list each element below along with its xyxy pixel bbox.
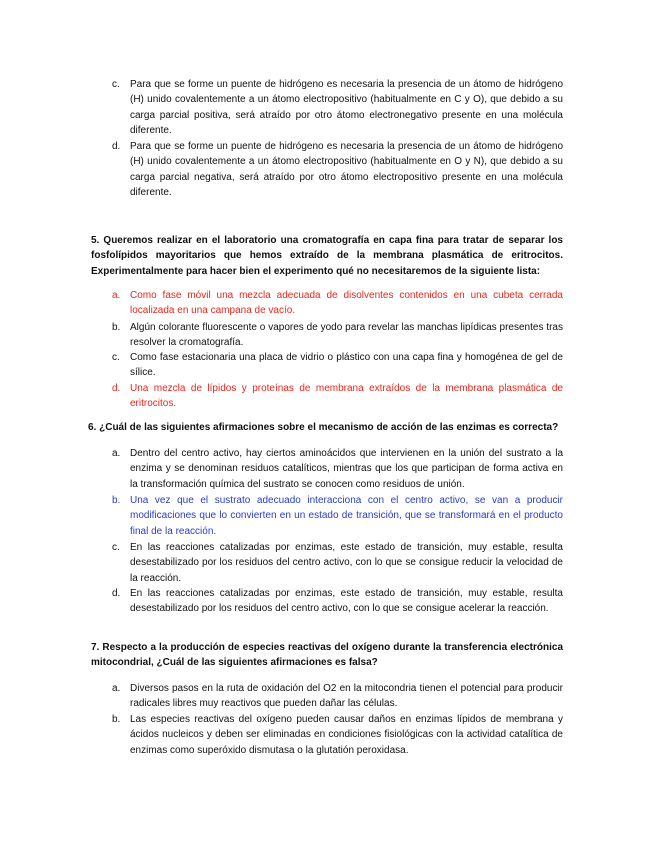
option-label: c. bbox=[112, 79, 120, 90]
option-text: Algún colorante fluorescente o vapores de yodo para revelar las manchas lipídicas presentes tras resolver la cromatografía. bbox=[130, 322, 563, 349]
option-label: a. bbox=[112, 683, 121, 694]
option-d-prev bbox=[112, 139, 563, 201]
option-label: d. bbox=[112, 588, 121, 599]
option-label: a. bbox=[112, 290, 121, 301]
question-7: 7. Respecto a la producción de especies reactivas del oxígeno durante la transferencia electrónica mitocondrial, ¿Cuál de las siguientes afirmaciones es falsa? bbox=[91, 642, 563, 669]
option-text: En las reacciones catalizadas por enzimas, este estado de transición, muy estable, resulta desestabilizado por los residuos del centro activo, con lo que se consigue acelerar la reacción. bbox=[130, 588, 563, 615]
option-text: Diversos pasos en la ruta de oxidación del O2 en la mitocondria tienen el potencial para producir radicales libres muy reactivos que pueden dañar las células. bbox=[130, 683, 563, 710]
option-c-prev bbox=[112, 77, 563, 139]
option-text: Las especies reactivas del oxígeno pueden causar daños en enzimas lípidos de membrana y ácidos nucleicos y deben ser eliminadas en condiciones fisiológicas con la actividad catalítica de enzimas como superóxido dismutasa o la glutatión peroxidasa. bbox=[130, 714, 563, 756]
option-label: d. bbox=[112, 383, 121, 394]
option-text: Dentro del centro activo, hay ciertos aminoácidos que intervienen en la unión del sustrato a la enzima y se denominan residuos catalíticos, mientras que los que participan de forma activa en la transformación química del sustrato se conocen como residuos de unión. bbox=[130, 448, 563, 490]
option-label: c. bbox=[112, 352, 120, 363]
option-label: d. bbox=[112, 141, 121, 152]
option-label: c. bbox=[112, 542, 120, 553]
option-label: b. bbox=[112, 322, 121, 333]
option-text: Para que se forme un puente de hidrógeno es necesaria la presencia de un átomo de hidrógeno (H) unido covalentemente a un átomo electropositivo (habitualmente en C y O), que debido a su carga parcial positiva, será atraído por otro átomo electronegativo presente en una molécula diferente. bbox=[130, 79, 563, 137]
option-text: Como fase estacionaria una placa de vidrio o plástico con una capa fina y homogénea de gel de sílice. bbox=[130, 352, 563, 379]
question-5: 5. Queremos realizar en el laboratorio una cromatografía en capa fina para tratar de separar los fosfolípidos mayoritarios que hemos extraído de la membrana plasmática de eritrocitos. Experimentalmente para hacer bien el experimento qué no necesitaremos de la siguiente lista: bbox=[91, 235, 563, 277]
option-text: Una vez que el sustrato adecuado interacciona con el centro activo, se van a producir modificaciones que lo convierten en un estado de transición, que se transformará en el producto final de la reacción. bbox=[130, 495, 563, 537]
option-text: Como fase móvil una mezcla adecuada de disolventes contenidos en una cubeta cerrada localizada en una campana de vacío. bbox=[130, 290, 563, 317]
option-text: Para que se forme un puente de hidrógeno es necesaria la presencia de un átomo de hidrógeno (H) unido covalentemente a un átomo electropositivo (habitualmente en O y N), que debido a su carga parcial negativa, será atraído por otro átomo electropositivo presente en una molécula diferente. bbox=[130, 141, 563, 199]
option-label: b. bbox=[112, 495, 121, 506]
option-label: a. bbox=[112, 448, 121, 459]
question-6: 6. ¿Cuál de las siguientes afirmaciones sobre el mecanismo de acción de las enzimas es correcta? bbox=[88, 422, 559, 433]
option-text: Una mezcla de lípidos y proteínas de membrana extraídos de la membrana plasmática de eritrocitos. bbox=[130, 383, 563, 410]
option-text: En las reacciones catalizadas por enzimas, este estado de transición, muy estable, resulta desestabilizado por los residuos del centro activo, con lo que se consigue reducir la velocidad de la reacción. bbox=[130, 542, 563, 584]
option-label: b. bbox=[112, 714, 121, 725]
